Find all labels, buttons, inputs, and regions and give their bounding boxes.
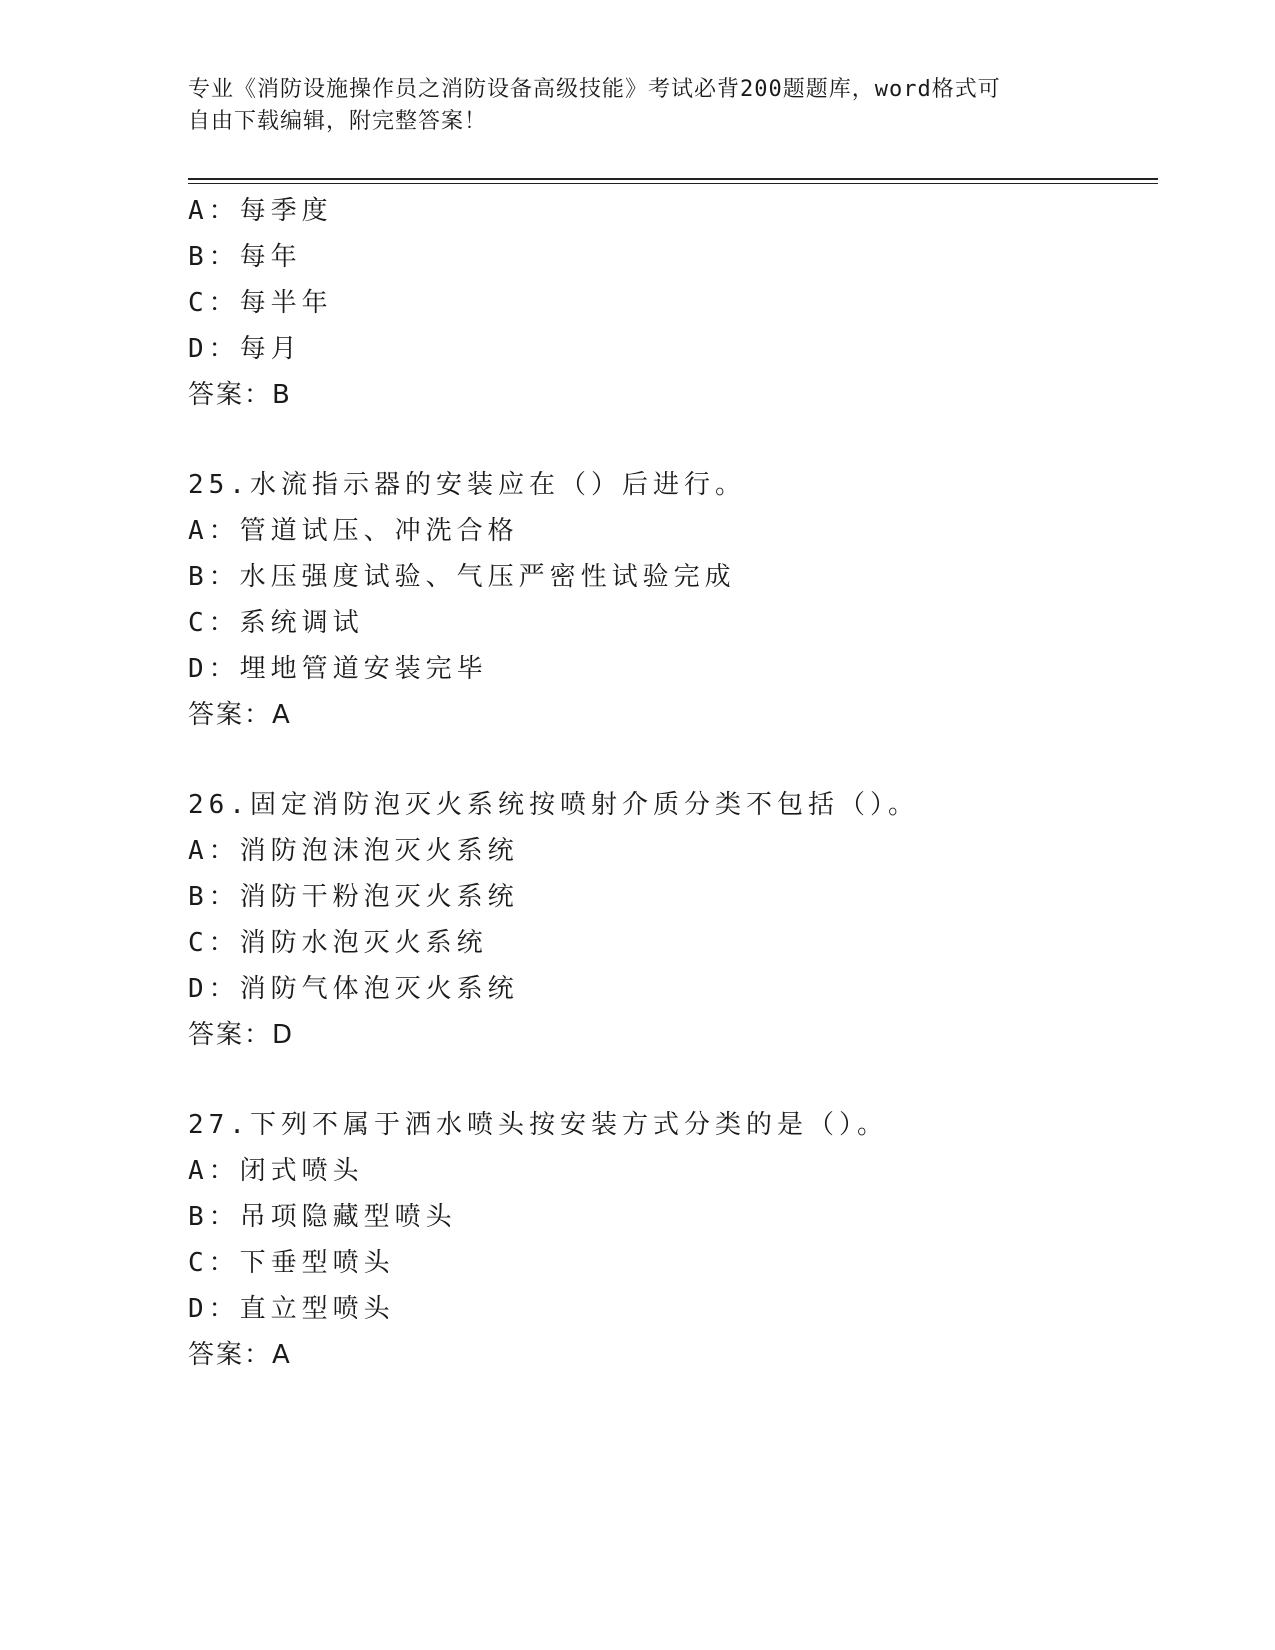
answer: 答案：B xyxy=(188,380,292,410)
answer: 答案：A xyxy=(188,1340,292,1370)
option-b: B：每年 xyxy=(188,242,302,272)
option-c: C：每半年 xyxy=(188,288,333,318)
option-a: A：每季度 xyxy=(188,196,333,226)
option-b: B：吊项隐藏型喷头 xyxy=(188,1202,457,1232)
option-a: A：消防泡沫泡灭火系统 xyxy=(188,836,519,866)
question-stem: 27.下列不属于洒水喷头按安装方式分类的是（）。 xyxy=(188,1110,888,1140)
question-block-27 xyxy=(188,1102,1148,1378)
question-block-26 xyxy=(188,782,1148,1058)
option-d: D：消防气体泡灭火系统 xyxy=(188,974,519,1004)
option-d: D：直立型喷头 xyxy=(188,1294,395,1324)
answer: 答案：A xyxy=(188,700,292,730)
option-d: D：埋地管道安装完毕 xyxy=(188,654,488,684)
answer: 答案：D xyxy=(188,1020,295,1050)
question-stem: 26.固定消防泡灭火系统按喷射介质分类不包括（）。 xyxy=(188,790,919,820)
question-block-24 xyxy=(188,188,1148,418)
option-a: A：闭式喷头 xyxy=(188,1156,364,1186)
document-header xyxy=(188,74,1068,138)
option-b: B：消防干粉泡灭火系统 xyxy=(188,882,519,912)
option-d: D：每月 xyxy=(188,334,302,364)
question-block-25 xyxy=(188,462,1148,738)
header-divider xyxy=(188,178,1158,184)
question-stem: 25.水流指示器的安装应在（）后进行。 xyxy=(188,470,746,500)
question-list xyxy=(188,188,1148,1378)
option-a: A：管道试压、冲洗合格 xyxy=(188,516,519,546)
option-b: B：水压强度试验、气压严密性试验完成 xyxy=(188,562,736,592)
header-line-2: 自由下载编辑，附完整答案！ xyxy=(188,109,488,134)
option-c: C：系统调试 xyxy=(188,608,364,638)
option-c: C：下垂型喷头 xyxy=(188,1248,395,1278)
option-c: C：消防水泡灭火系统 xyxy=(188,928,488,958)
header-line-1: 专业《消防设施操作员之消防设备高级技能》考试必背200题题库，word格式可 xyxy=(188,77,1001,102)
